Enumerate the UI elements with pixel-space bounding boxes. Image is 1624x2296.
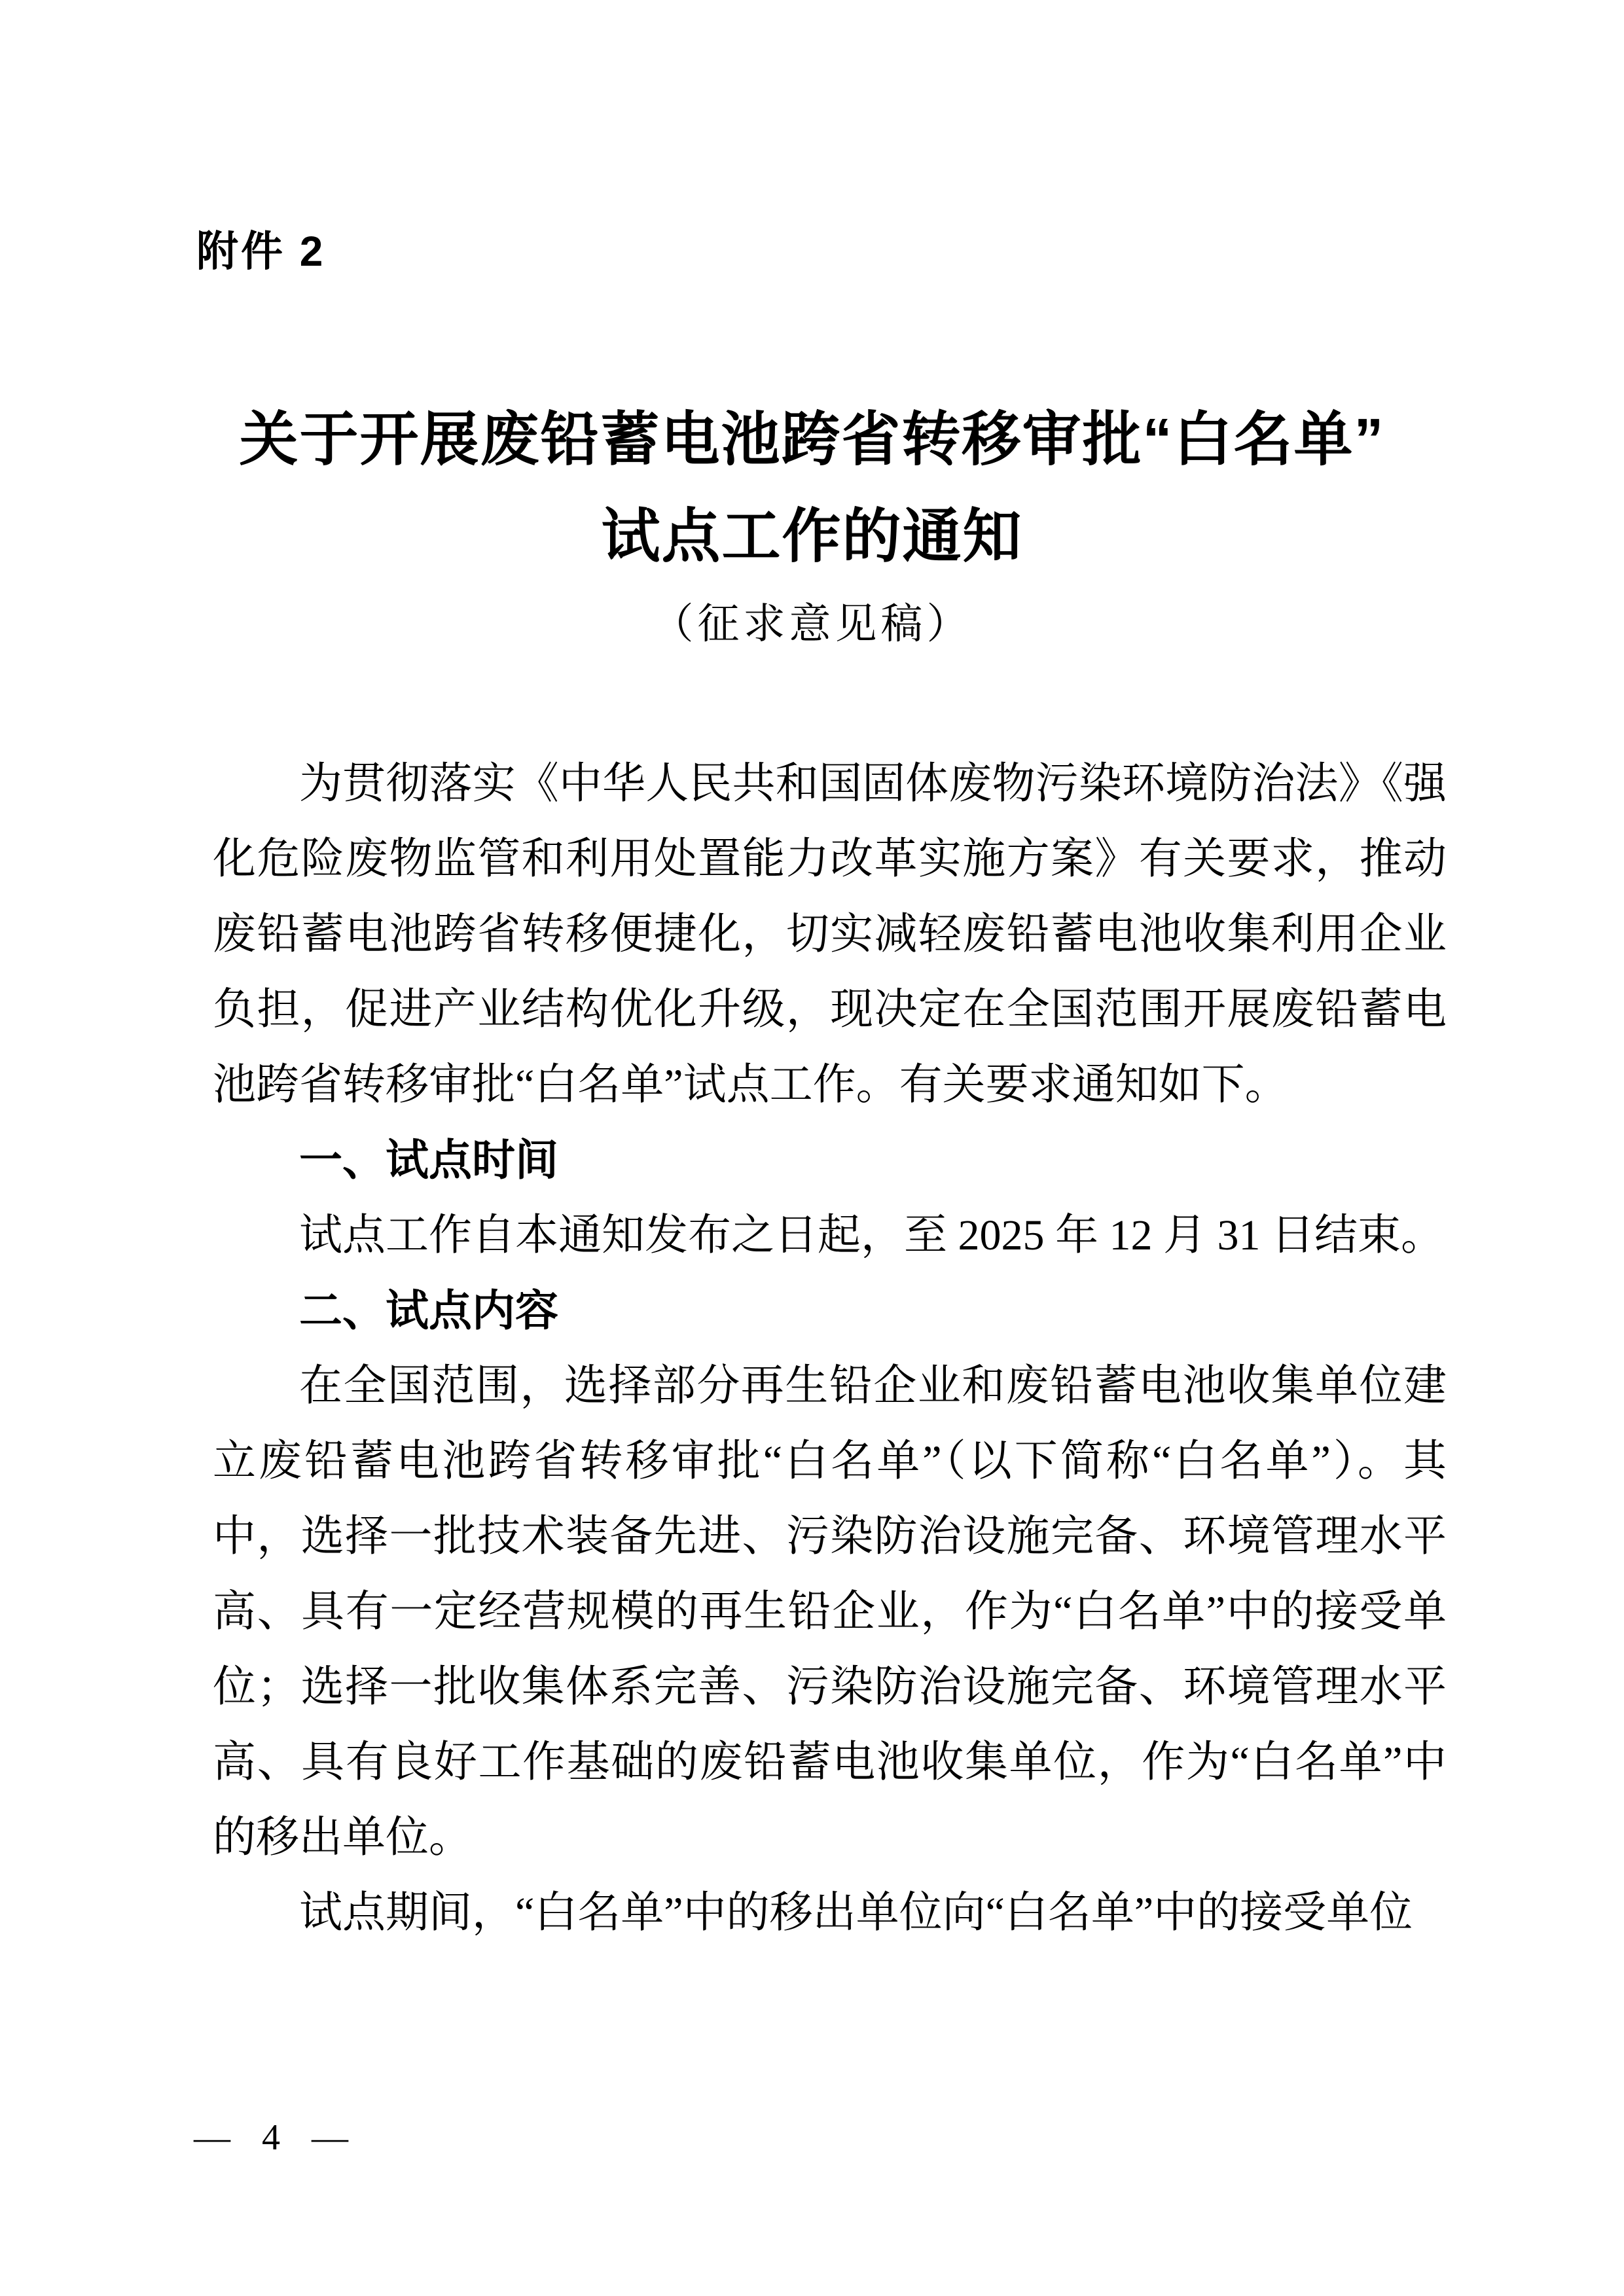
section-heading-2: 二、试点内容 [299, 1286, 558, 1335]
paragraph-section1: 试点工作自本通知发布之日起，至 2025 年 12 月 31 日结束。 [299, 1211, 1444, 1259]
page-number: — 4 — [194, 2117, 355, 2158]
document-subtitle: （征求意见稿） [651, 601, 973, 647]
document-title [0, 391, 1624, 585]
paragraph-section2b: 试点期间，“白名单”中的移出单位向“白名单”中的接受单位 [299, 1889, 1413, 1937]
document-title-line2: 试点工作的通知 [601, 504, 1023, 569]
paragraph-section2a: 在全国范围，选择部分再生铅企业和废铅蓄电池收集单位建立废铅蓄电池跨省转移审批“白名单”（以下简称“白名单”）。其中，选择一批技术装备先进、污染防治设施完备、环境管理水平高、具有一定经营规模的再生铅企业，作为“白名单”中的接受单位；选择一批收集体系完善、污染防治设施完备、环境管理水平高、具有良好工作基础的废铅蓄电池收集单位，作为“白名单”中的移出单位。 [213, 1362, 1447, 1861]
paragraph-intro: 为贯彻落实《中华人民共和国固体废物污染环境防治法》《强化危险废物监管和利用处置能力改革实施方案》有关要求，推动废铅蓄电池跨省转移便捷化，切实减轻废铅蓄电池收集利用企业负担，促进产业结构优化升级，现决定在全国范围开展废铅蓄电池跨省转移审批“白名单”试点工作。有关要求通知如下。 [213, 760, 1447, 1109]
document-body [213, 746, 1447, 1950]
section-heading-1: 一、试点时间 [299, 1136, 558, 1184]
attachment-label: 附件 2 [196, 228, 326, 275]
document-title-line1: 关于开展废铅蓄电池跨省转移审批“白名单” [239, 407, 1385, 473]
